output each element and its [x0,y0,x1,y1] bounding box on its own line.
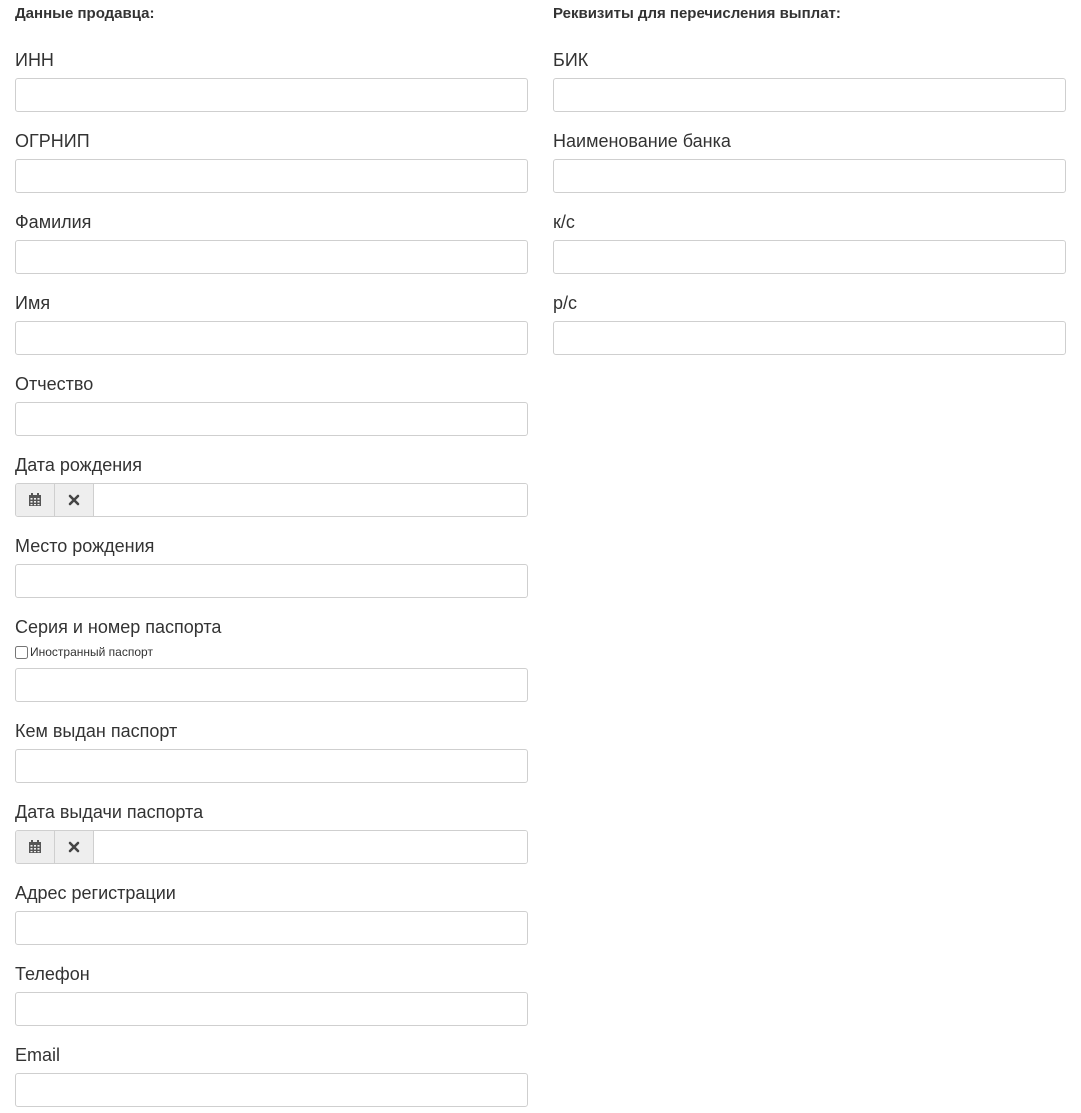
ogrnip-input[interactable] [15,159,528,193]
inn-group [15,49,528,71]
phone-input[interactable] [15,992,528,1026]
issue-date-group [15,801,528,823]
calendar-icon[interactable] [16,831,55,863]
foreign-passport-label[interactable]: Иностранный паспорт [30,645,153,659]
birth-place-group [15,535,528,557]
birth-date-picker [15,483,528,517]
ogrnip-group [15,130,528,152]
issue-date-label: Дата выдачи паспорта [15,802,204,822]
payout-section-title: Реквизиты для перечисления выплат: [553,5,841,22]
issue-date-picker [15,830,528,864]
passport-input[interactable] [15,668,528,702]
issue-date-input[interactable] [94,831,527,863]
issued-by-input[interactable] [15,749,528,783]
bik-label: БИК [553,50,589,70]
first-name-input[interactable] [15,321,528,355]
bank-name-group [553,130,1066,152]
bank-name-label: Наименование банка [553,131,731,151]
seller-column [15,0,528,1065]
bik-input[interactable] [553,78,1066,112]
patronymic-input[interactable] [15,402,528,436]
phone-group [15,963,528,985]
first-name-group [15,292,528,314]
email-label: Email [15,1045,61,1065]
calendar-icon[interactable] [16,484,55,516]
passport-label: Серия и номер паспорта [15,617,222,637]
birth-place-label: Место рождения [15,536,155,556]
first-name-label: Имя [15,293,51,313]
patronymic-label: Отчество [15,374,94,394]
birth-place-input[interactable] [15,564,528,598]
birth-date-input[interactable] [94,484,527,516]
bank-name-input[interactable] [553,159,1066,193]
rs-label: р/с [553,293,578,313]
ogrnip-label: ОГРНИП [15,131,90,151]
rs-input[interactable] [553,321,1066,355]
ks-input[interactable] [553,240,1066,274]
phone-label: Телефон [15,964,90,984]
close-icon[interactable] [55,831,94,863]
birth-date-label: Дата рождения [15,455,142,475]
address-input[interactable] [15,911,528,945]
rs-group [553,292,1066,314]
ks-group [553,211,1066,233]
foreign-passport-row [15,644,153,660]
email-group [15,1044,528,1066]
payout-column [553,0,1066,313]
birth-date-group [15,454,528,476]
inn-label: ИНН [15,50,54,70]
email-input[interactable] [15,1073,528,1107]
inn-input[interactable] [15,78,528,112]
issued-by-group [15,720,528,742]
seller-section-title: Данные продавца: [15,5,155,22]
passport-group [15,616,528,659]
last-name-group [15,211,528,233]
foreign-passport-checkbox[interactable] [15,646,28,659]
issued-by-label: Кем выдан паспорт [15,721,178,741]
address-label: Адрес регистрации [15,883,176,903]
ks-label: к/с [553,212,575,232]
close-icon[interactable] [55,484,94,516]
last-name-label: Фамилия [15,212,92,232]
patronymic-group [15,373,528,395]
last-name-input[interactable] [15,240,528,274]
bik-group [553,49,1066,71]
address-group [15,882,528,904]
